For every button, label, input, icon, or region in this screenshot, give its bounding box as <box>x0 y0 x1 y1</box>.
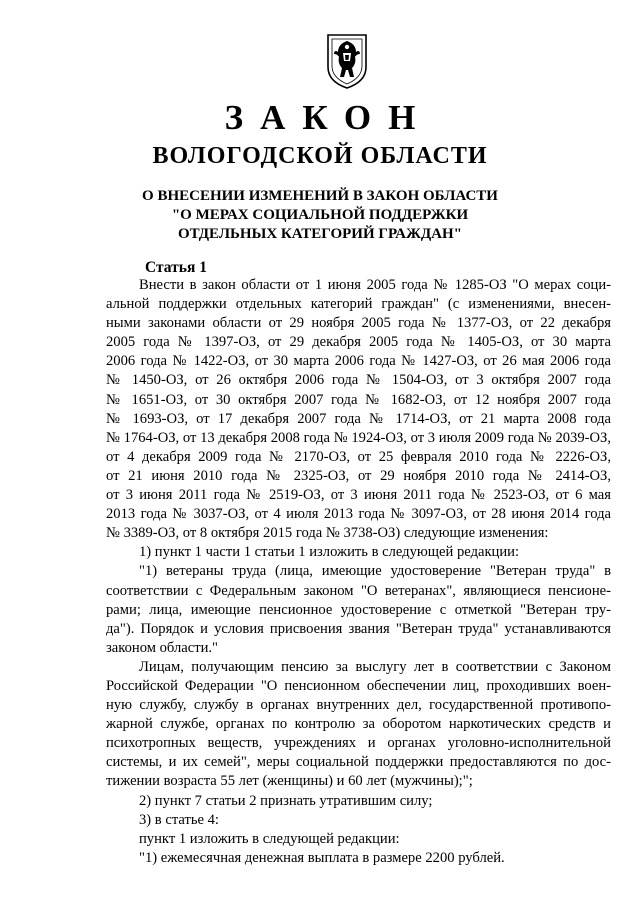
body-line: 1) пункт 1 части 1 статьи 1 изложить в следующей редакции: <box>139 544 520 561</box>
body-line: 2005 года № 1397-ОЗ, от 29 декабря 2005 года № 1405-ОЗ, от 30 марта <box>106 334 611 351</box>
body-line: Внести в закон области от 1 июня 2005 года № 1285-ОЗ "О мерах соци- <box>139 277 611 293</box>
body-line: ную службу, службу в органах внутренних дел, государственной противопо- <box>106 697 611 714</box>
body-line: 3) в статье 4: <box>139 811 219 828</box>
body-line: № 3389-ОЗ, от 8 октября 2015 года № 3738-ОЗ) следующие изменения: <box>106 525 549 542</box>
body-line: 2013 года № 3037-ОЗ, от 4 июля 2013 года № 3097-ОЗ, от 28 июня 2014 года <box>106 506 611 523</box>
body-line: от 3 июня 2011 года № 2519-ОЗ, от 3 июня 2011 года № 2523-ОЗ, от 6 мая <box>106 487 611 504</box>
region-title: ВОЛОГОДСКОЙ ОБЛАСТИ <box>152 143 488 169</box>
body-line: "1) ветераны труда (лица, имеющие удостоверение "Ветеран труда" в <box>139 563 611 580</box>
body-line: № 1651-ОЗ, от 30 октября 2007 года № 1682-ОЗ, от 12 ноября 2007 года <box>106 391 611 408</box>
body-line: "1) ежемесячная денежная выплата в размере 2200 рублей. <box>139 849 505 866</box>
body-line: да"). Порядок и условия присвоения звания "Ветеран труда" устанавливаются <box>106 620 611 637</box>
body-line: законом области." <box>106 639 218 656</box>
body-line: от 4 декабря 2009 года № 2170-ОЗ, от 25 февраля 2010 года № 2226-ОЗ, <box>106 448 611 465</box>
body-line: рами; лица, имеющие пенсионное удостоверение с отметкой "Ветеран тру- <box>106 601 611 618</box>
law-subject-line: ОТДЕЛЬНЫХ КАТЕГОРИЙ ГРАЖДАН" <box>177 226 462 242</box>
law-subject-line: О ВНЕСЕНИИ ИЗМЕНЕНИЙ В ЗАКОН ОБЛАСТИ <box>142 188 498 204</box>
body-line: соответствии с Федеральным законом "О ветеранах", являющиеся пенсионе- <box>106 582 611 599</box>
body-line: № 1693-ОЗ, от 17 декабря 2007 года № 1714-ОЗ, от 21 марта 2008 года <box>106 410 611 427</box>
body-line: ными законами области от 29 ноября 2005 года № 1377-ОЗ, от 22 декабря <box>106 315 611 332</box>
body-line: 2006 года № 1422-ОЗ, от 30 марта 2006 года № 1427-ОЗ, от 26 мая 2006 года <box>106 353 611 370</box>
body-line: пункт 1 изложить в следующей редакции: <box>139 830 400 847</box>
body-line: от 21 июня 2010 года № 2325-ОЗ, от 29 ноября 2010 года № 2414-ОЗ, <box>106 467 611 484</box>
article-heading: Статья 1 <box>145 259 207 276</box>
law-subject <box>0 187 640 244</box>
body-line: тижении возраста 55 лет (женщины) и 60 лет (мужчины);"; <box>106 773 473 790</box>
body-line: альной поддержки отдельных категорий граждан" (с изменениями, внесен- <box>106 296 611 313</box>
body-line: Лицам, получающим пенсию за выслугу лет в соответствии с Законом <box>139 658 611 675</box>
body-line: Российской Федерации "О пенсионном обеспечении лиц, проходивших воен- <box>106 677 611 694</box>
body-line: психотропных веществ, учреждениях и органах уголовно-исполнительной <box>106 735 611 752</box>
law-title: ЗАКОН <box>224 98 433 137</box>
body-line: № 1450-ОЗ, от 26 октября 2006 года № 1504-ОЗ, от 3 октября 2007 года <box>106 372 611 389</box>
body-line: 2) пункт 7 статьи 2 признать утратившим силу; <box>139 792 433 809</box>
body-line: № 1764-ОЗ, от 13 декабря 2008 года № 1924-ОЗ, от 3 июля 2009 года № 2039-ОЗ, <box>106 429 611 446</box>
body-line: системы, и их семей", меры социальной поддержки предоставляются по дос- <box>106 754 611 771</box>
law-subject-line: "О МЕРАХ СОЦИАЛЬНОЙ ПОДДЕРЖКИ <box>171 207 469 223</box>
coat-of-arms-icon <box>326 33 368 89</box>
article-body <box>106 276 611 868</box>
body-line: жарной службе, органах по контролю за оборотом наркотических средств и <box>106 716 611 733</box>
